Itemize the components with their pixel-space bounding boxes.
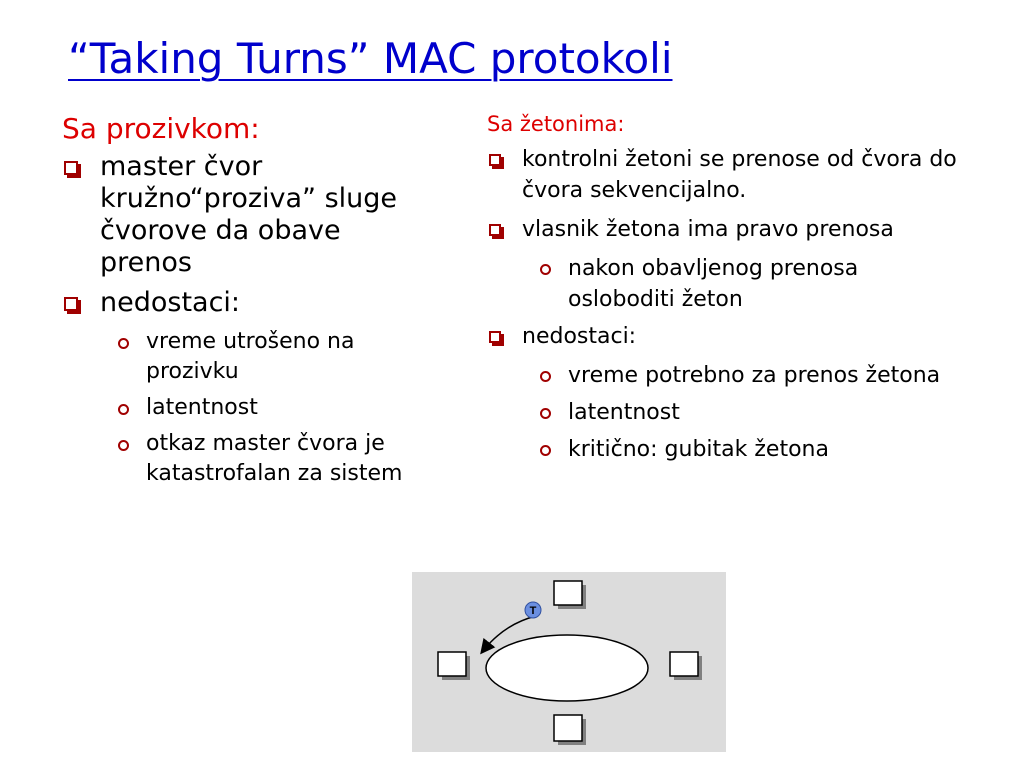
token-heading: Sa žetonima:: [487, 112, 625, 136]
bullet-text: master čvor kružno“proziva” sluge čvorove da obave prenos: [100, 151, 398, 278]
square-bullet-icon: [489, 331, 501, 343]
bullet-item: [487, 321, 967, 352]
node-top: [554, 581, 582, 605]
sub-bullet-text: otkaz master čvora je katastrofalan za sistem: [146, 431, 403, 486]
bullet-text: nedostaci:: [100, 287, 241, 318]
sub-bullet-item: [62, 393, 422, 423]
bullet-item: [487, 214, 967, 245]
ring-ellipse: [486, 635, 648, 701]
square-bullet-icon: [489, 154, 501, 166]
circle-bullet-icon: [540, 371, 551, 382]
bullet-item: [487, 144, 967, 206]
token-column: [487, 112, 967, 471]
circle-bullet-icon: [118, 338, 129, 349]
circle-bullet-icon: [118, 440, 129, 451]
node-left: [438, 652, 466, 676]
square-bullet-icon: [64, 161, 78, 175]
sub-bullet-item: [487, 360, 967, 391]
token-label: T: [529, 605, 537, 617]
sub-bullet-text: latentnost: [146, 395, 258, 420]
sub-bullet-text: vreme potrebno za prenos žetona: [568, 363, 941, 388]
bullet-text: vlasnik žetona ima pravo prenosa: [522, 217, 894, 242]
bullet-item: [62, 151, 422, 279]
node-bottom: [554, 715, 582, 741]
sub-bullet-text: latentnost: [568, 400, 680, 425]
sub-bullet-text: nakon obavljenog prenosa osloboditi žeton: [568, 256, 859, 312]
sub-bullet-item: [487, 253, 967, 315]
circle-bullet-icon: [540, 445, 551, 456]
polling-heading: Sa prozivkom:: [62, 112, 260, 145]
slide-title: “Taking Turns” MAC protokoli: [68, 34, 673, 83]
circle-bullet-icon: [540, 408, 551, 419]
circle-bullet-icon: [540, 264, 551, 275]
sub-bullet-text: kritično: gubitak žetona: [568, 437, 829, 462]
sub-bullet-item: [487, 397, 967, 428]
sub-bullet-item: [487, 434, 967, 465]
sub-bullet-text: vreme utrošeno na prozivku: [146, 329, 355, 384]
node-right: [670, 652, 698, 676]
square-bullet-icon: [489, 224, 501, 236]
bullet-text: kontrolni žetoni se prenose od čvora do čvora sekvencijalno.: [522, 147, 957, 203]
sub-bullet-item: [62, 327, 422, 387]
sub-bullet-item: [62, 429, 422, 489]
bullet-text: nedostaci:: [522, 324, 637, 349]
bullet-item: [62, 287, 422, 319]
polling-column: [62, 112, 422, 495]
circle-bullet-icon: [118, 404, 129, 415]
token-ring-diagram: [412, 572, 726, 752]
square-bullet-icon: [64, 297, 78, 311]
